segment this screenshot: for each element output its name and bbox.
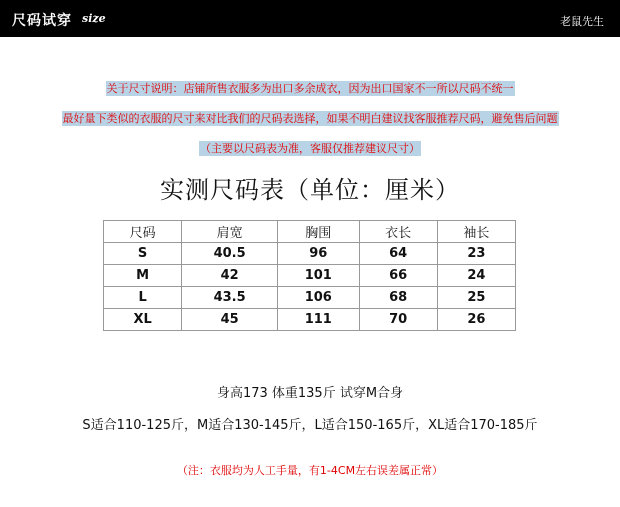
size-table-title: 实测尺码表（单位：厘米） — [160, 176, 460, 204]
table-cell: 40.5 — [182, 243, 278, 265]
table-cell: 101 — [278, 265, 359, 287]
header-cell: 胸围 — [278, 221, 359, 243]
table-cell: 106 — [278, 287, 359, 309]
table-cell: 42 — [182, 265, 278, 287]
weight-range-info: S适合110-125斤，M适合130-145斤，L适合150-165斤，XL适合170-185斤 — [82, 418, 538, 433]
header-bar — [0, 0, 620, 37]
table-cell: 96 — [278, 243, 359, 265]
header-cell: 衣长 — [359, 221, 437, 243]
table-cell: 66 — [359, 265, 437, 287]
table-header-row — [104, 221, 516, 243]
table-cell: 25 — [437, 287, 515, 309]
table-cell: 68 — [359, 287, 437, 309]
table-row — [104, 287, 516, 309]
brand-name: 老鼠先生 — [560, 15, 604, 28]
table-cell: XL — [104, 309, 182, 331]
table-cell: 26 — [437, 309, 515, 331]
header-cell: 肩宽 — [182, 221, 278, 243]
table-cell: M — [104, 265, 182, 287]
header-title: 尺码试穿 — [12, 13, 72, 29]
size-note-1-text: 关于尺寸说明：店铺所售衣服多为出口多余成衣，因为出口国家不一所以尺码不统一 — [106, 82, 514, 95]
header-cell: 袖长 — [437, 221, 515, 243]
table-cell: 45 — [182, 309, 278, 331]
table-cell: L — [104, 287, 182, 309]
table-row — [104, 243, 516, 265]
size-note-3 — [0, 140, 620, 156]
size-table — [103, 220, 516, 331]
size-note-2 — [0, 110, 620, 126]
table-cell: 24 — [437, 265, 515, 287]
table-cell: 70 — [359, 309, 437, 331]
table-cell: S — [104, 243, 182, 265]
measurement-footnote: （注：衣服均为人工手量，有1-4CM左右误差属正常） — [176, 464, 444, 477]
size-note-1 — [0, 80, 620, 96]
header-cell: 尺码 — [104, 221, 182, 243]
model-fit-info: 身高173 体重135斤 试穿M合身 — [216, 386, 404, 401]
size-note-3-text: （主要以尺码表为准，客服仅推荐建议尺寸） — [200, 142, 420, 155]
header-subtitle: size — [82, 12, 106, 25]
table-cell: 64 — [359, 243, 437, 265]
table-row — [104, 309, 516, 331]
table-row — [104, 265, 516, 287]
table-cell: 111 — [278, 309, 359, 331]
size-note-2-text: 最好量下类似的衣服的尺寸来对比我们的尺码表选择，如果不明白建议找客服推荐尺码，避免售后问题 — [62, 112, 558, 125]
table-cell: 23 — [437, 243, 515, 265]
table-cell: 43.5 — [182, 287, 278, 309]
